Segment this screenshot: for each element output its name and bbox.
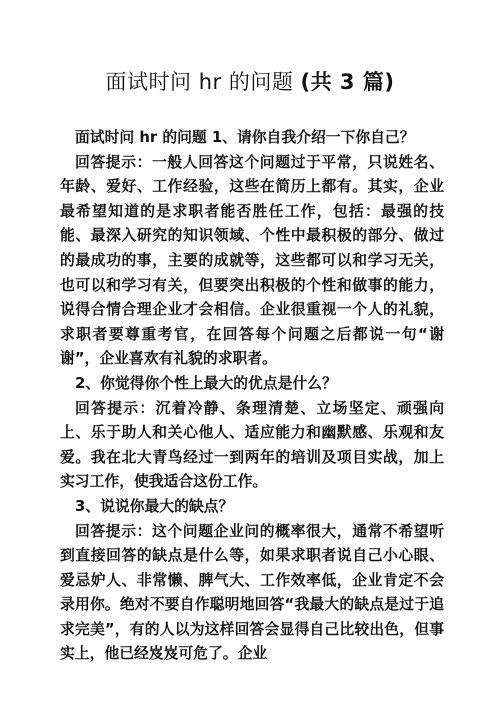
question-2-paragraph: 2、你觉得你个性上最大的优点是什么？ xyxy=(75,374,337,392)
question-1-paragraph: 面试时问 hr 的问题 1、请你自我介绍一下你自己？ xyxy=(75,129,415,146)
answer-2-paragraph: 回答提示：沉着冷静、条理清楚、立场坚定、顽强向上、乐于助人和关心他人、适应能力和幽默感、乐观和友爱。我在北大青鸟经过一到两年的培训及项目实战，加上实习工作，使我适合这份工作。 xyxy=(60,399,444,491)
document-body xyxy=(60,126,444,667)
answer-3-paragraph: 回答提示：这个问题企业问的概率很大，通常不希望听到直接回答的缺点是什么等，如果求职者说自己小心眼、爱忌妒人、非常懒、脾气大、工作效率低，企业肯定不会录用你。绝对不要自作聪明地回答“我最大的缺点是过于追求完美”，有的人以为这样回答会显得自己比较出色，但事实上，他已经岌岌可危了。企业 xyxy=(60,522,444,663)
title-suffix: (共 3 篇) xyxy=(300,70,395,94)
answer-1-paragraph: 回答提示：一般人回答这个问题过于平常，只说姓名、年龄、爱好、工作经验，这些在简历上都有。其实，企业最希望知道的是求职者能否胜任工作，包括：最强的技能、最深入研究的知识领域、个性中最积极的部分、做过的最成功的事，主要的成就等，这些都可以和学习无关，也可以和学习有关，但要突出积极的个性和做事的能力，说得合情合理企业才会相信。企业很重视一个人的礼貌，求职者要尊重考官，在回答每个问题之后都说一句“谢谢”，企业喜欢有礼貌的求职者。 xyxy=(60,153,444,368)
title-main: 面试时问 hr 的问题 xyxy=(105,70,294,94)
document-title xyxy=(0,66,500,96)
question-3-paragraph: 3、说说你最大的缺点？ xyxy=(75,497,234,515)
